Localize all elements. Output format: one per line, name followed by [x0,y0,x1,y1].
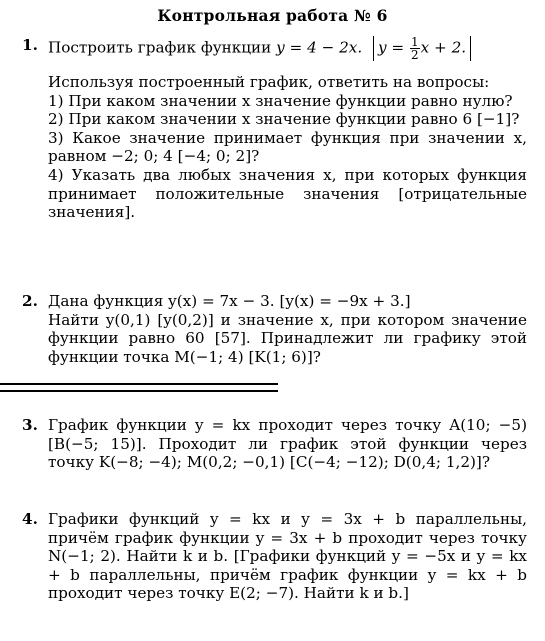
task-4-number: 4. [22,510,38,528]
task-2-question: Найти y(0,1) [y(0,2)] и значение x, при котором значение функции равно 60 [57]. Принадлежит ли графику этой функции точка M(−1; 4) [K(1; 6)]? [48,310,527,366]
task-1-number: 1. [22,36,38,54]
task-2 [22,292,527,366]
task-1-alt-fraction [410,36,420,61]
task-1 [22,36,527,222]
variant-separator-line-bottom [0,390,278,392]
task-1-alt-formula-box [373,36,471,61]
task-2-number: 2. [22,292,38,310]
variant-separator-line-top [0,383,278,385]
task-1-alt-formula-right: x + 2. [420,38,467,57]
task-1-alt-formula-left: y = [378,38,405,57]
fraction-numerator: 1 [410,35,419,49]
task-1-instruction: Построить график функции [48,38,277,57]
task-2-given: Дана функция y(x) = 7x − 3. [y(x) = −9x + 3.] [48,292,411,310]
task-1-formula: y = 4 − 2x. [276,38,363,57]
task-1-question-3: 3) Какое значение принимает функция при значении x, равном −2; 0; 4 [−4; 0; 2]? [48,128,527,166]
task-3-number: 3. [22,416,38,434]
task-1-question-4: 4) Указать два любых значения x, при которых функция принимает положительные значения [отрицательные значения]. [48,165,527,222]
task-1-question-1: 1) При каком значении x значение функции равно нулю? [48,91,513,110]
task-3-text: График функции y = kx проходит через точку A(10; −5) [B(−5; 15)]. Проходит ли график этой функции через точку K(−8; −4); M(0,2; −0,1) [C(−4; −12); D(0,4; 1,2)]? [48,416,527,472]
fraction-denominator: 2 [410,48,419,62]
worksheet-title: Контрольная работа № 6 [157,6,388,25]
task-1-statement [48,36,527,61]
task-3 [22,416,527,472]
task-4 [22,510,527,603]
task-4-text: Графики функций y = kx и y = 3x + b параллельны, причём график функции y = 3x + b проходит через точку N(−1; 2). Найти k и b. [Графики функций y = −5x и y = kx + b параллельны, причём график функции y = kx + b проходит через точку E(2; −7). Найти k и b.] [48,510,527,603]
task-1-question-2: 2) При каком значении x значение функции равно 6 [−1]? [48,110,520,129]
task-1-intro: Используя построенный график, ответить на вопросы: [48,73,490,91]
